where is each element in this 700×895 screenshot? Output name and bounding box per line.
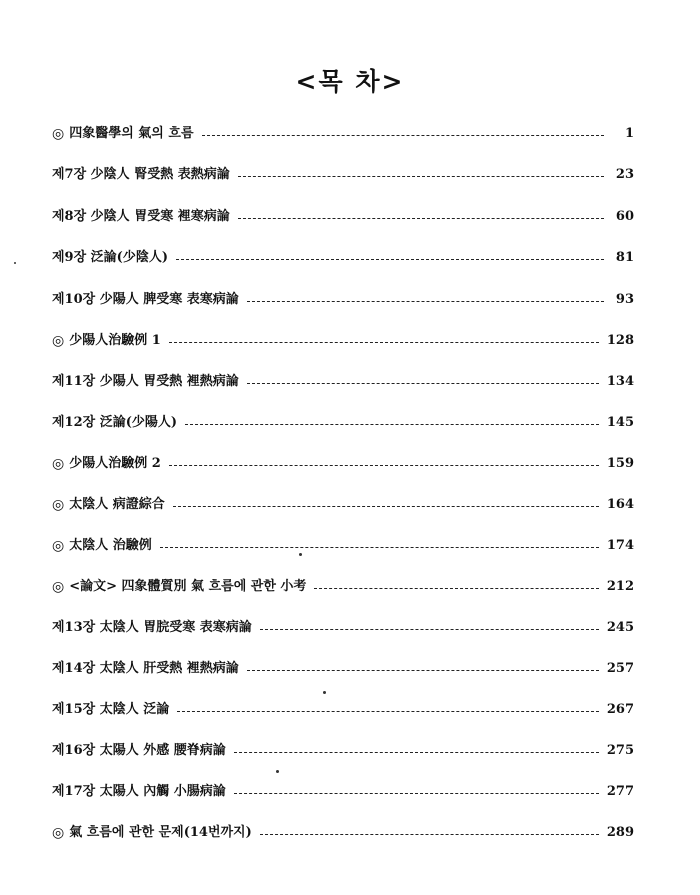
page-number: 145 [606,415,634,430]
dot-leader [234,793,599,794]
toc-entry [52,535,634,557]
dot-leader [169,465,599,466]
toc-entry [52,206,634,228]
bullet-icon: ◎ [52,333,65,349]
entry-title: 제11장 少陽人 胃受熱 裡熱病論 [52,374,239,389]
dot-leader [234,752,599,753]
toc-entry [52,658,634,680]
toc-entry [52,247,634,269]
entry-title: 제16장 太陽人 外感 腰脊病論 [52,743,226,758]
scan-speck [299,553,302,556]
page-title: <목 차> [295,67,405,96]
dot-leader [247,383,599,384]
page-number: 275 [606,743,634,758]
toc-entry [52,164,634,186]
scan-speck [323,691,326,694]
bullet-icon: ◎ [52,497,65,513]
entry-title: 제7장 少陰人 腎受熱 表熱病論 [52,167,230,182]
entry-title: 氣 흐름에 관한 문제(14번까지) [69,825,252,840]
page-number: 267 [606,702,634,717]
dot-leader [247,301,604,302]
dot-leader [160,547,599,548]
dot-leader [238,218,604,219]
bullet-icon: ◎ [52,126,65,142]
entry-title: 제17장 太陽人 內觸 小腸病論 [52,784,226,799]
entry-title: 少陽人治驗例 2 [69,456,161,471]
dot-leader [247,670,599,671]
page-number: 60 [615,209,634,224]
dot-leader [169,342,599,343]
entry-title: 제9장 泛論(少陰人) [52,250,168,265]
bullet-icon: ◎ [52,538,65,554]
page-number: 245 [606,620,634,635]
dot-leader [314,588,598,589]
dot-leader [238,176,604,177]
toc-entry [52,330,634,352]
page-number: 289 [606,825,634,840]
entry-title: 太陰人 治驗例 [69,538,152,553]
dot-leader [260,629,599,630]
bullet-icon: ◎ [52,579,65,595]
entry-title: 제14장 太陰人 肝受熱 裡熱病論 [52,661,239,676]
entry-title: 제13장 太陰人 胃脘受寒 表寒病論 [52,620,252,635]
entry-title: 제8장 少陰人 胃受寒 裡寒病論 [52,209,230,224]
dot-leader [185,424,599,425]
scan-speck [276,770,279,773]
page-number: 174 [606,538,634,553]
toc-entry [52,412,634,434]
scan-speck [14,262,16,264]
toc-entry [52,699,634,721]
page-number: 81 [615,250,634,265]
toc-entry [52,822,634,844]
toc-entry [52,453,634,475]
page-number: 1 [624,126,634,141]
bullet-icon: ◎ [52,825,65,841]
entry-title: 제12장 泛論(少陽人) [52,415,178,430]
page-number: 277 [606,784,634,799]
page-number: 93 [615,292,634,307]
entry-title: 四象醫學의 氣의 흐름 [69,126,194,141]
page-number: 164 [606,497,634,512]
toc-entry [52,494,634,516]
toc-entry [52,371,634,393]
page-number: 23 [615,167,634,182]
page-number: 257 [606,661,634,676]
entry-title: 太陰人 病證綜合 [69,497,165,512]
toc-entry [52,576,634,598]
toc-entry [52,740,634,762]
entry-title: <論文> 四象體質別 氣 흐름에 관한 小考 [69,579,307,594]
entry-title: 少陽人治驗例 1 [69,333,161,348]
page-number: 128 [606,333,634,348]
entry-title: 제15장 太陰人 泛論 [52,702,170,717]
toc-entry [52,781,634,803]
page-number: 134 [606,374,634,389]
page-number: 159 [606,456,634,471]
entry-title: 제10장 少陽人 脾受寒 表寒病論 [52,292,239,307]
toc-entry [52,289,634,311]
dot-leader [260,834,599,835]
bullet-icon: ◎ [52,456,65,472]
toc-entry [52,617,634,639]
dot-leader [176,259,604,260]
dot-leader [202,135,604,136]
dot-leader [173,506,599,507]
toc-entry [52,123,634,145]
page-number: 212 [606,579,634,594]
dot-leader [177,711,599,712]
